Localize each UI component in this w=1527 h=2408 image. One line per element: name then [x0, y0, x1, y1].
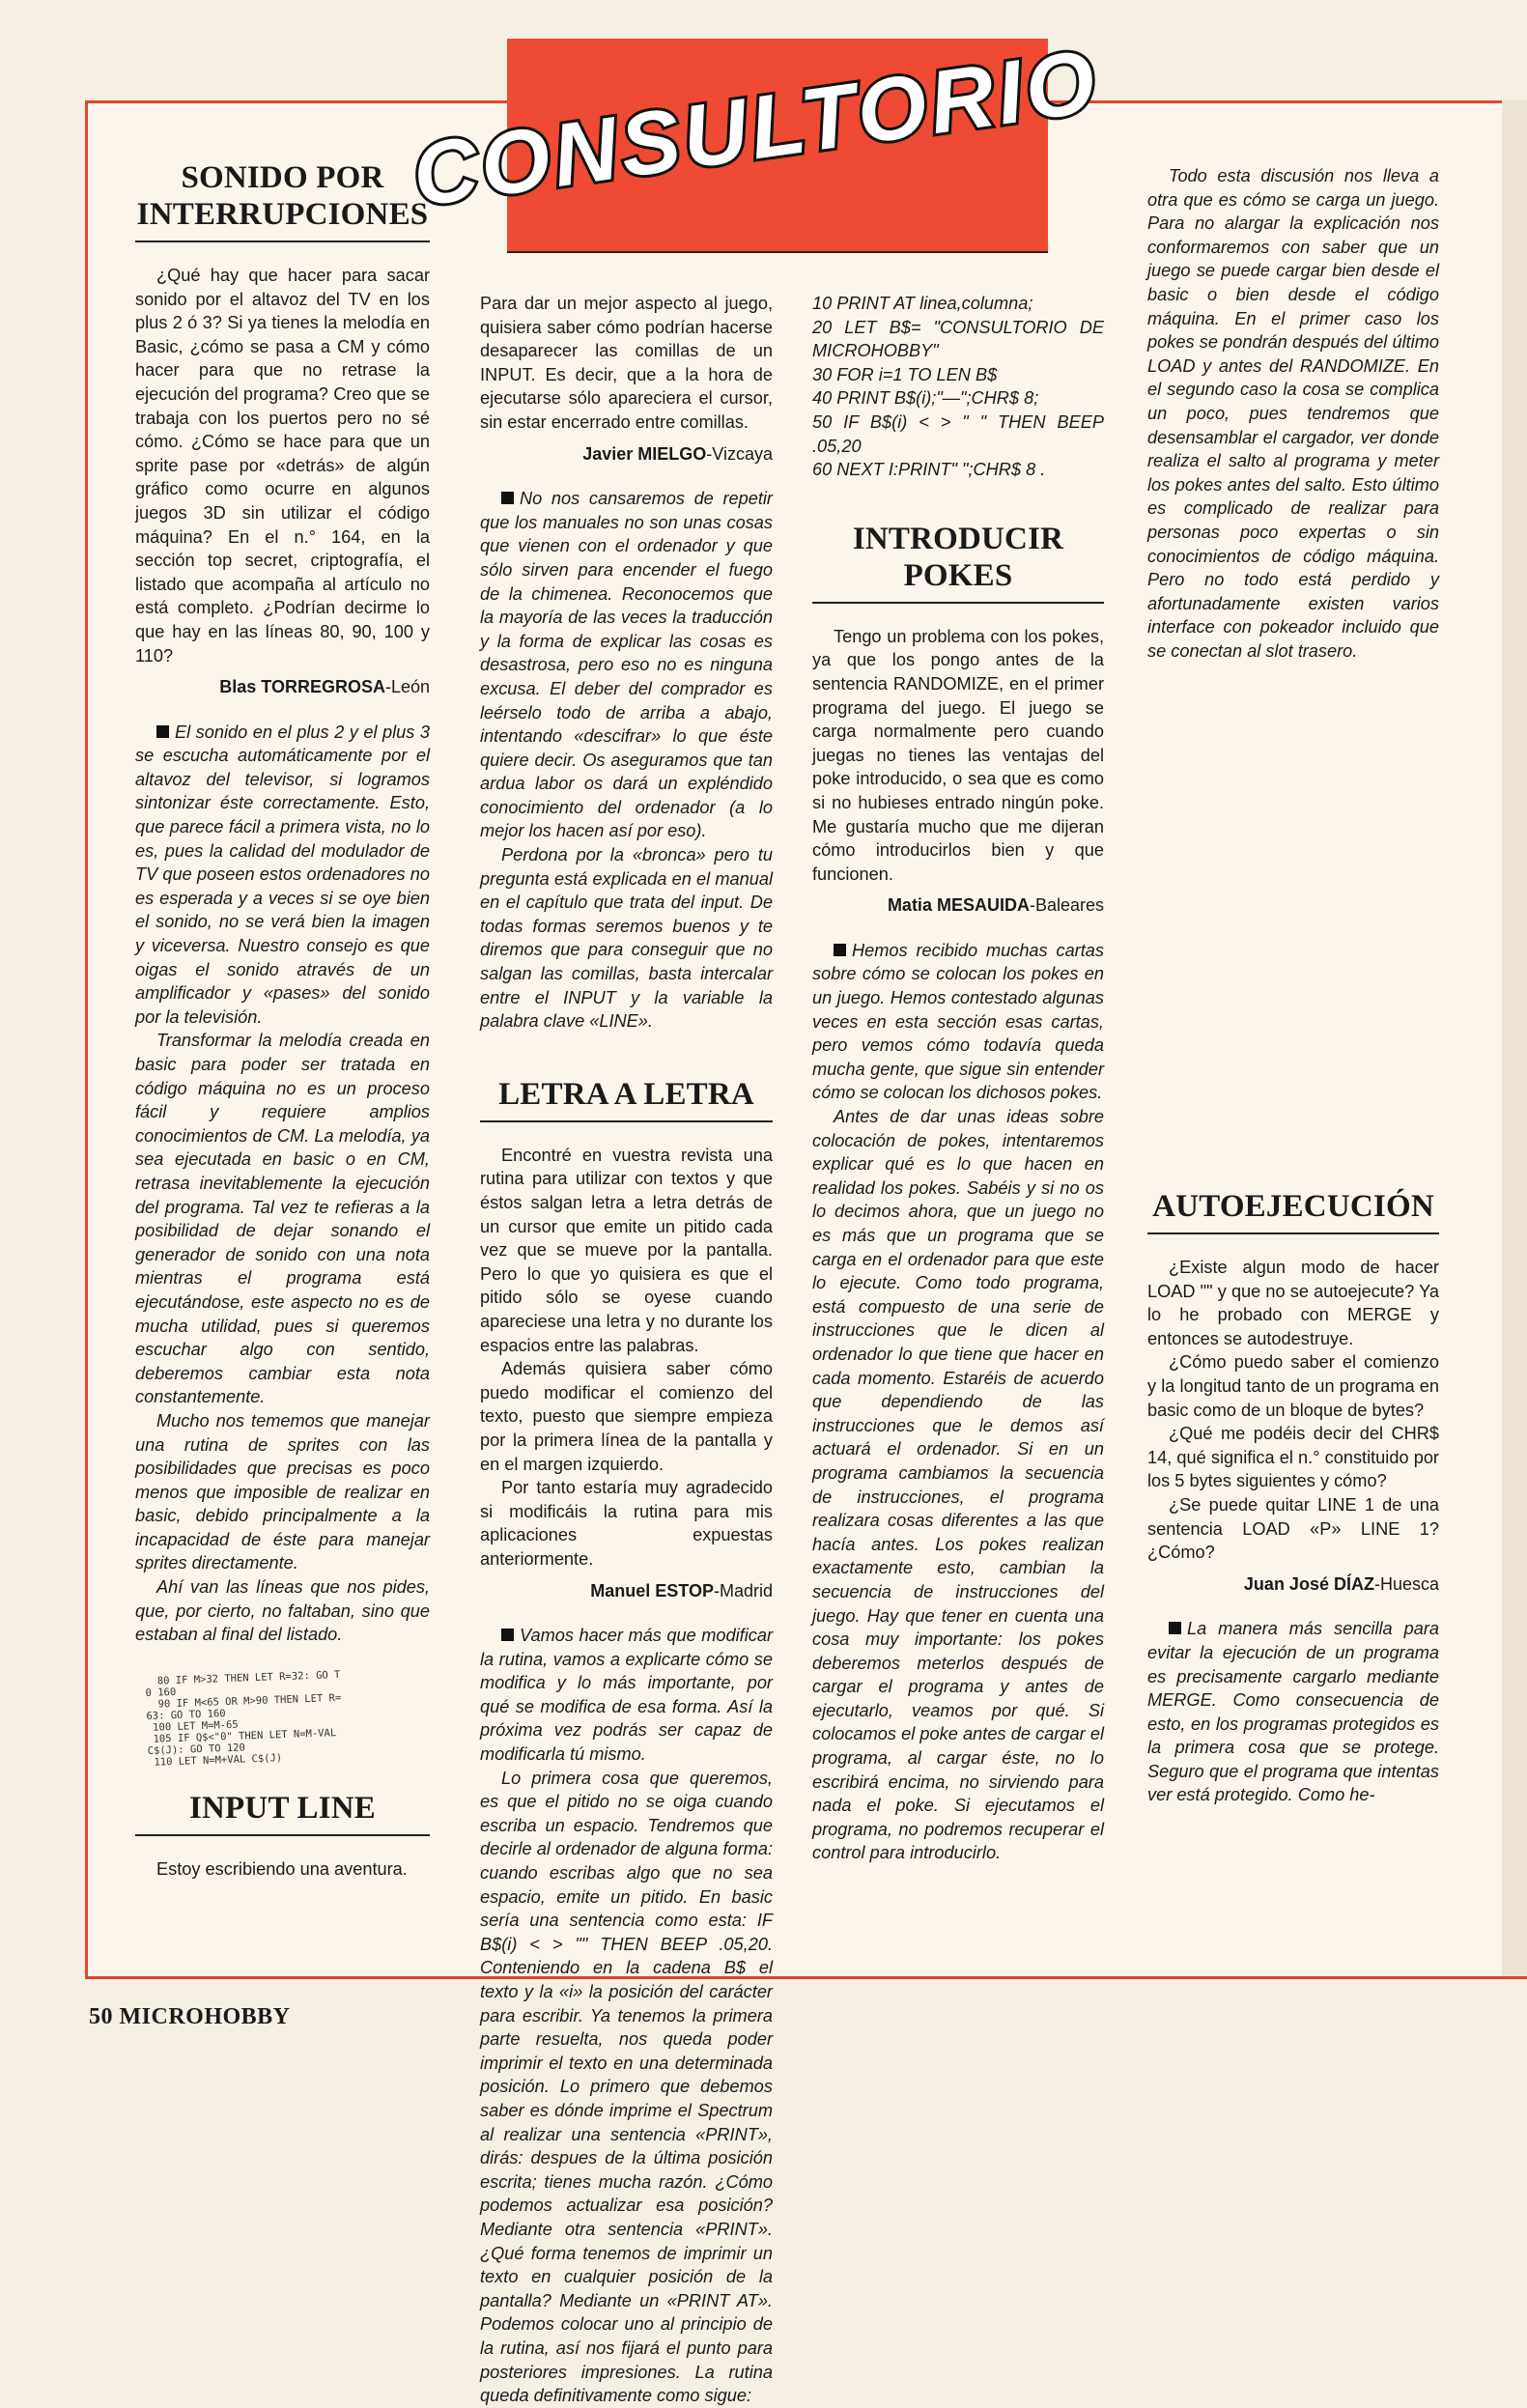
page-footer: [89, 2004, 291, 2030]
answer-bullet-icon: [834, 944, 846, 956]
frame-bottom-rule: [85, 1976, 1527, 1979]
answer-paragraph: Perdona por la «bronca» pero tu pregunta está explicada en el manual en el capítulo que trata del input. De todas formas seremos buenos y te diremos que para conseguir que no salgan las comillas, basta intercalar entre el INPUT y la variable la palabra clave «LINE».: [480, 845, 773, 1032]
section-banner: [407, 31, 1105, 251]
question-text: ¿Qué hay que hacer para sacar sonido por el altavoz del TV en los plus 2 ó 3? Si ya tienes la melodía en Basic, ¿cómo se pasa a CM y cómo hacer para que no retrase la ejecución del programa? Creo que se trabaja con los puertos pero no sé cómo. ¿Cómo se hace para que un sprite pase por «detrás» de algún gráfico como ocurre en algunos juegos 3D sin utilizar el código máquina? En el n.° 164, en la sección top secret, criptografía, el listado que acompaña al artículo no está completo. ¿Podrían decirme lo que hay en las líneas 80, 90, 100 y 110?: [135, 266, 430, 666]
banner-title: CONSULTORIO: [407, 31, 1105, 226]
title-line-2: INTERRUPCIONES: [136, 197, 429, 232]
column-4: [1147, 1188, 1439, 1807]
answer-paragraph: Mucho nos tememos que manejar una rutina de sprites con las posibilidades que precisas es poco menos que imposible de realizar en basic, debido principalmente a la incapacidad de éste para manejar sprites directamente.: [135, 1410, 430, 1573]
question-text: Por tanto estaría muy agradecido si modificáis la rutina para mis aplicaciones expuestas anteriormente.: [480, 1478, 773, 1569]
signature-place: -Vizcaya: [706, 443, 773, 464]
question-text: Estoy escribiendo una aventura.: [156, 1858, 408, 1879]
answer-paragraph: Transformar la melodía creada en basic para poder ser tratada en código máquina no es un proceso fácil y requiere amplios conocimientos de CM. La melodía, ya sea ejecutada en basic o en CM, retrasa inevitablemente la ejecución del programa. Tal vez te refieras a la posibilidad de dejar sonando el generador de sonido con una nota mientras el programa está ejecutándose, este aspecto no es de mucha utilidad, pues si queremos escuchar algo con sentido, deberemos cambiar esta nota constantemente.: [135, 1031, 430, 1407]
page-edge: [1502, 100, 1527, 1979]
signature-place: -Baleares: [1029, 895, 1104, 916]
code-line: 40 PRINT B$(i);"—";CHR$ 8;: [812, 388, 1039, 409]
title-line-1: SONIDO POR: [181, 160, 384, 195]
answer-text: La manera más sencilla para evitar la ejecución de un programa es precisamente cargarlo mediante MERGE. Como consecuencia de esto, en los programas protegidos es la primera cosa que se protege. Seguro que el programa que intentas ver está protegido. Como he-: [1147, 1619, 1439, 1805]
question-text: ¿Qué me podéis decir del CHR$ 14, qué significa el n.° constituido por los 5 bytes siguientes y cómo?: [1147, 1424, 1439, 1491]
answer-paragraph: [135, 721, 430, 1030]
section-title-pokes: INTRODUCIR POKES: [812, 521, 1104, 604]
signature: [812, 893, 1104, 918]
column-3: [812, 292, 1104, 1865]
question-text: Tengo un problema con los pokes, ya que los pongo antes de la sentencia RANDOMIZE, en el primer programa del juego. El juego se carga normalmente pero cuando juegas no tienes las ventajas del poke introducido, o sea que es como si no hubieses entrado ningún poke. Me gustaría mucho que me dijeran cómo introducirlos bien y que funcionen.: [812, 626, 1104, 884]
signature: [480, 1579, 773, 1603]
column-1: [135, 159, 430, 1881]
signature-name: Manuel ESTOP: [590, 1580, 714, 1601]
signature: [135, 675, 430, 699]
signature-name: Matia MESAUIDA: [887, 895, 1030, 916]
answer-paragraph: [480, 487, 773, 843]
answer-paragraph: Ahí van las líneas que nos pides, que, por cierto, no faltaban, sino que estaban al final del listado.: [135, 1577, 430, 1645]
code-line: 60 NEXT I:PRINT" ";CHR$ 8 .: [812, 460, 1046, 480]
signature: [1147, 1572, 1439, 1597]
code-line: 30 FOR i=1 TO LEN B$: [812, 364, 998, 384]
basic-listing: [812, 292, 1104, 482]
page-number: 50: [89, 2004, 113, 2029]
answer-text: El sonido en el plus 2 y el plus 3 se escucha automáticamente por el altavoz del televisor, si logramos sintonizar éste correctamente. Esto, que parece fácil a primera vista, no lo es, pues la calidad del modulador de TV que poseen estos ordenadores no es esperada y a veces si se oye bien el sonido, no se verá bien la imagen y viceversa. Nuestro consejo es que oigas el sonido através de un amplificador y «pases» del sonido por la televisión.: [135, 722, 430, 1027]
question-text: Para dar un mejor aspecto al juego, quisiera saber cómo podrían hacerse desaparecer las comillas de un INPUT. Es decir, que a la hora de ejecutarse sólo apareciera el cursor, sin estar encerrado entre comillas.: [480, 294, 773, 432]
section-title-input-line: INPUT LINE: [135, 1790, 430, 1836]
answer-text: Vamos hacer más que modificar la rutina, vamos a explicarte cómo se modifica y lo más importante, por qué se modifica de esa forma. Así la próxima vez podrás ser capaz de modificarla tú mismo.: [480, 1626, 773, 1765]
signature-name: Javier MIELGO: [582, 443, 707, 464]
answer-paragraph: Lo primera cosa que queremos, es que el pitido no se oiga cuando escriba un espacio. Tendremos que decirle al ordenador de alguna forma: cuando escribas algo que no sea espacio, emite un pitido. En basic sería una sentencia como esta: IF B$(i) < > "" THEN BEEP .05,20. Conteniendo en la cadena B$ el texto y la «i» la posición del carácter para escribir. Ya tenemos la primera parte resuelta, nos queda poder imprimir el texto en una determinada posición. Lo primero que debemos saber es dónde imprime el Spectrum al realizar una sentencia «PRINT», dirás: despues de la última posición escrita; tienes mucha razón. ¿Cómo podemos actualizar esa posición? Mediante otra sentencia «PRINT». ¿Qué forma tenemos de imprimir un texto en cualquier posición de la pantalla? Mediante un «PRINT AT». Podemos colocar uno al principio de la rutina, así nos fijará el punto para posteriores impresiones. La rutina queda definitivamente como sigue:: [480, 1768, 773, 2406]
signature-name: Juan José DÍAZ: [1243, 1573, 1374, 1594]
code-line: 10 PRINT AT linea,columna;: [812, 294, 1033, 313]
column-2: [480, 292, 773, 2408]
answer-bullet-icon: [501, 1629, 514, 1641]
answer-paragraph: Todo esta discusión nos lleva a otra que es cómo se carga un juego. Para no alargar la explicación nos conformaremos con saber que un juego se puede cargar bien desde el basic o bien desde el código máquina. En el primer caso los pokes se pondrán después del último LOAD y antes del RANDOMIZE. En el segundo caso la cosa se complica un poco, pues tendremos que desensamblar el cargador, ver donde realiza el salto al programa y meter los pokes antes del salto. Esto último es complicado de realizar para personas poco expertas o sin conocimientos de código máquina. Pero no todo está perdido y afortunadamente existen varios interface con pokeador incluido que se conectan al slot trasero.: [1147, 166, 1439, 661]
column-4-upper: [1147, 164, 1439, 663]
question-text: Encontré en vuestra revista una rutina para utilizar con textos y que éstos salgan letra a letra detrás de un cursor que emite un pitido cada vez que se mueve por la pantalla. Pero lo que yo quisiera es que el pitido sólo se oyese cuando apareciese una letra y no durante los espacios entre las palabras.: [480, 1145, 773, 1355]
code-line: 20 LET B$= "CONSULTORIO DE MICROHOBBY": [812, 317, 1104, 361]
answer-paragraph: [480, 1624, 773, 1767]
question-text: Además quisiera saber cómo puedo modificar el comienzo del texto, puesto que siempre empieza por la primera línea de la pantalla y en el margen izquierdo.: [480, 1359, 773, 1474]
signature-place: -Huesca: [1373, 1573, 1439, 1594]
section-title-autoejecucion: AUTOEJECUCIÓN: [1147, 1188, 1439, 1234]
question-text: ¿Cómo puedo saber el comienzo y la longitud tanto de un programa en basic como de un bloque de bytes?: [1147, 1352, 1439, 1420]
section-title-letra: LETRA A LETRA: [480, 1076, 773, 1122]
answer-bullet-icon: [501, 492, 514, 504]
answer-paragraph: [1147, 1617, 1439, 1807]
signature-place: -León: [384, 677, 430, 697]
magazine-name: MICROHOBBY: [119, 2004, 291, 2029]
banner-title-art: [407, 31, 1105, 226]
answer-text: No nos cansaremos de repetir que los manuales no son unas cosas que vienen con el ordenador y que sólo sirven para encender el fuego de la chimenea. Reconocemos que la mayoría de las veces la traducción y la forma de explicar las cosas es desastrosa, pero eso no es ninguna excusa. El deber del comprador es leérselo todo de arriba a abajo, intentando «descifrar» lo que éste quiere decir. Os aseguramos que tan ardua labor os dará un expléndido conocimiento del ordenador (a lo mejor los hacen así por eso).: [480, 489, 773, 841]
question-text: ¿Se puede quitar LINE 1 de una sentencia LOAD «P» LINE 1? ¿Cómo?: [1147, 1494, 1439, 1563]
signature: [480, 442, 773, 467]
answer-bullet-icon: [156, 725, 169, 738]
signature-place: -Madrid: [713, 1580, 773, 1601]
answer-paragraph: Antes de dar unas ideas sobre colocación de pokes, intentaremos explicar qué es lo que hacen en realidad los pokes. Sabéis y si no os lo decimos ahora, que un juego no es más que un programa que se carga en el ordenador para que este lo ejecute. Como todo programa, está compuesto de una serie de instrucciones que le dicen al ordenador lo que tiene que hacer en cada momento. Estaréis de acuerdo que dependiendo de las instrucciones que le demos así actuará el ordenador. Si en un programa cambiamos la secuencia de instrucciones, el programa realizara cosas diferentes a las que hacía antes. Los pokes realizan exactamente esto, cambian la secuencia de instrucciones del juego. Hay que tener en cuenta una cosa muy importante: los pokes deberemos meterlos después de cargar el programa y antes de ejecutarlo, veamos por qué. Si colocamos el poke antes de cargar el programa, al cargar éste, no lo escribirá encima, no sirviendo para nada el poke. Si ejecutamos el programa, no podremos recuperar el control para introducirlo.: [812, 1107, 1104, 1863]
question-text: ¿Existe algun modo de hacer LOAD "" y que no se autoejecute? Ya lo he probado con MERGE y entonces se autodestruye.: [1147, 1258, 1439, 1348]
code-line: 50 IF B$(i) < > " " THEN BEEP .05,20: [812, 411, 1104, 456]
signature-name: Blas TORREGROSA: [219, 677, 385, 697]
code-listing-image: 80 IF M>32 THEN LET R=32: GO T 0 160 90 IF M<65 OR M>90 THEN LET R= 63: GO TO 160 100 LET M=M-65 105 IF Q$<"0" THEN LET N=M-VAL C$(J): GO TO 120 110 LET N=M+VAL C$(J): [145, 1668, 342, 1769]
section-title-sonido: [135, 159, 430, 242]
answer-bullet-icon: [1169, 1622, 1181, 1634]
answer-paragraph: [812, 939, 1104, 1105]
answer-text: Hemos recibido muchas cartas sobre cómo se colocan los pokes en un juego. Hemos contestado algunas veces en esta sección esas cartas, pero vemos cómo todavía queda mucha gente, que sigue sin entender cómo se colocan los dichosos pokes.: [812, 940, 1104, 1103]
